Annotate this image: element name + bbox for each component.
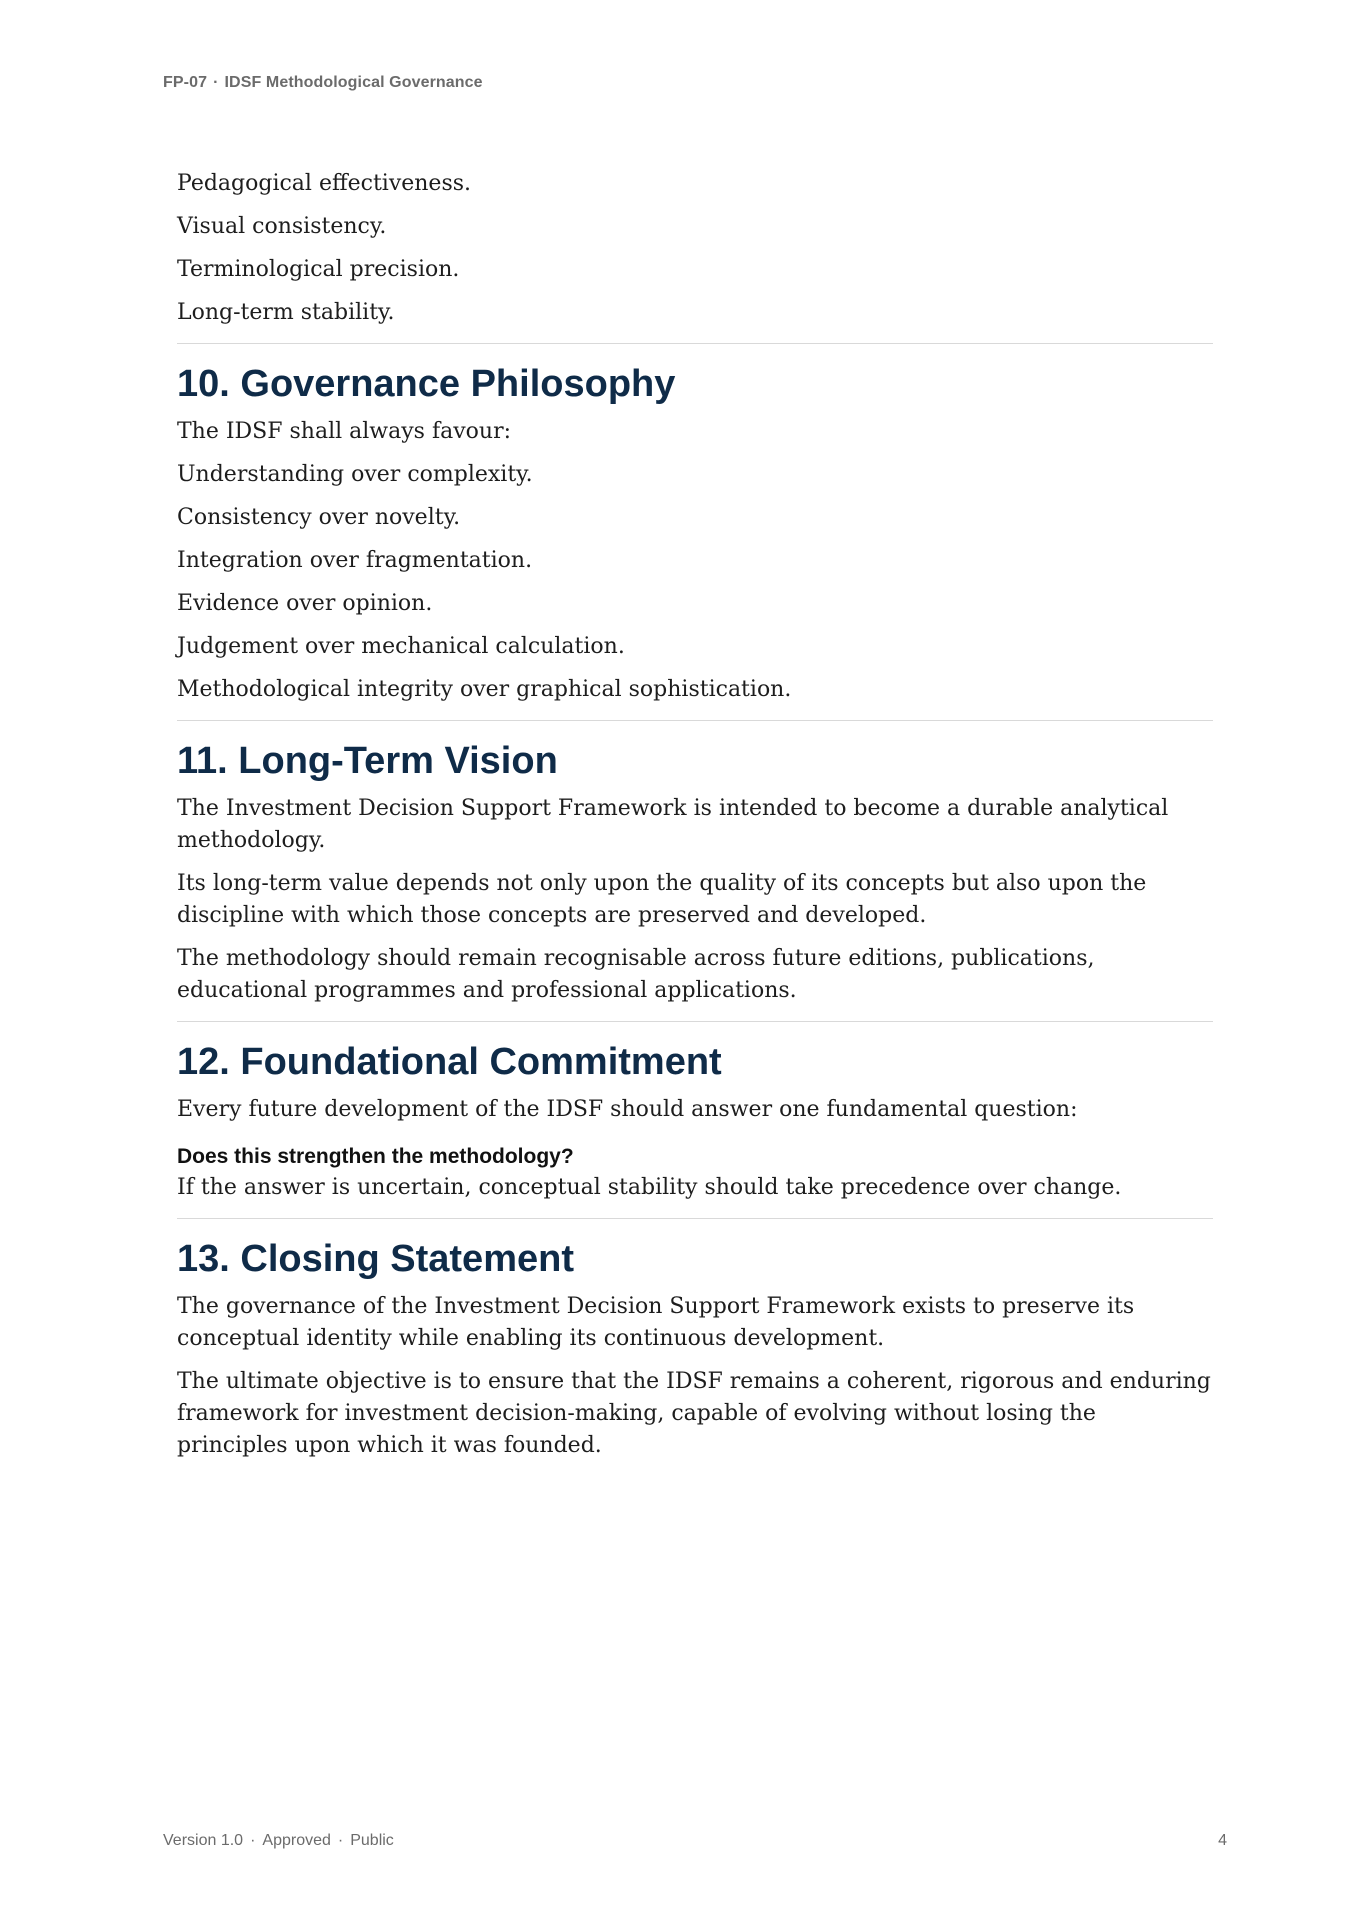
version-label: Version 1.0 — [163, 1832, 244, 1849]
section-lead: Every future development of the IDSF should answer one fundamental question: — [177, 1097, 1078, 1122]
paragraph: The methodology should remain recognisable across future editions, publications, educational programmes and professional applications. — [177, 946, 1095, 1003]
running-footer — [163, 1832, 1227, 1850]
page-body — [177, 168, 1213, 1473]
section-divider — [177, 343, 1213, 344]
list-item: Integration over fragmentation. — [177, 548, 533, 573]
section-divider — [177, 720, 1213, 721]
section-heading: 11. Long-Term Vision — [177, 740, 558, 782]
list-item: Evidence over opinion. — [177, 591, 433, 616]
section-long-term-vision — [177, 737, 1213, 1007]
doc-title: IDSF Methodological Governance — [224, 74, 483, 91]
list-item: Methodological integrity over graphical sophistication. — [177, 677, 792, 702]
footer-separator: · — [250, 1832, 256, 1849]
doc-code: FP-07 — [163, 74, 208, 91]
section-foundational-commitment — [177, 1038, 1213, 1204]
section-lead: The IDSF shall always favour: — [177, 419, 511, 444]
list-item: Consistency over novelty. — [177, 505, 461, 530]
page-number: 4 — [1218, 1832, 1227, 1849]
paragraph: The ultimate objective is to ensure that the IDSF remains a coherent, rigorous and enduring framework for investment decision-making, capable of evolving without losing the principles upon which it was founded. — [177, 1369, 1211, 1458]
status-label: Approved — [262, 1832, 331, 1849]
list-item: Judgement over mechanical calculation. — [177, 634, 625, 659]
key-question: Does this strengthen the methodology? — [177, 1145, 574, 1168]
section-closing-statement — [177, 1235, 1213, 1462]
section-heading: 13. Closing Statement — [177, 1238, 574, 1280]
list-item: Visual consistency. — [177, 214, 387, 239]
paragraph: Its long-term value depends not only upon the quality of its concepts but also upon the discipline with which those concepts are preserved and developed. — [177, 871, 1147, 928]
classification-label: Public — [350, 1832, 394, 1849]
paragraph: The Investment Decision Support Framework is intended to become a durable analytical methodology. — [177, 796, 1169, 853]
list-item: Terminological precision. — [177, 257, 460, 282]
paragraph: If the answer is uncertain, conceptual stability should take precedence over change. — [177, 1175, 1122, 1200]
section-governance-philosophy — [177, 360, 1213, 706]
header-separator: · — [213, 74, 219, 91]
running-header — [163, 74, 483, 92]
list-item: Long-term stability. — [177, 300, 395, 325]
list-item: Pedagogical effectiveness. — [177, 171, 472, 196]
list-item: Understanding over complexity. — [177, 462, 533, 487]
section-heading: 10. Governance Philosophy — [177, 363, 676, 405]
section-heading: 12. Foundational Commitment — [177, 1041, 722, 1083]
paragraph: The governance of the Investment Decision Support Framework exists to preserve its conceptual identity while enabling its continuous development. — [177, 1294, 1135, 1351]
section-divider — [177, 1021, 1213, 1022]
section-divider — [177, 1218, 1213, 1219]
footer-separator: · — [337, 1832, 344, 1849]
